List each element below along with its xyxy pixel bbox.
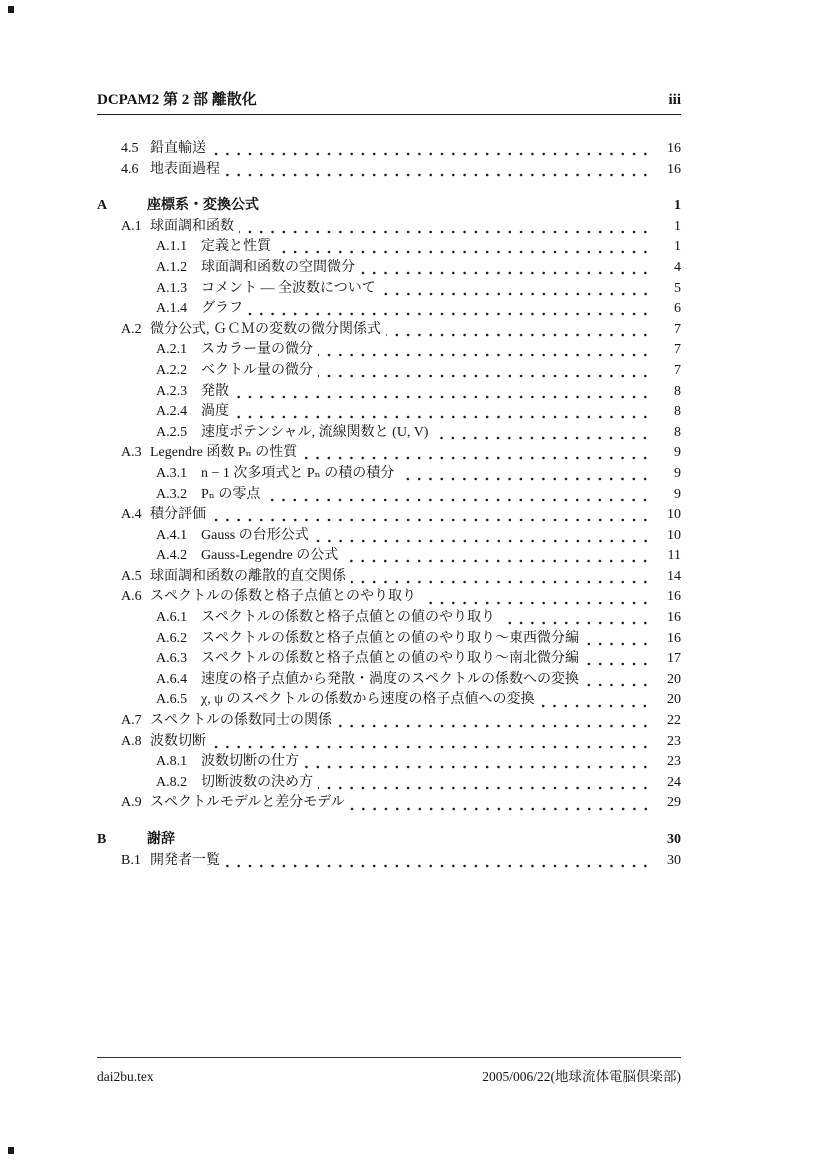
- toc-dot-leader: [264, 196, 651, 217]
- toc-group: [97, 139, 681, 180]
- toc-dot-leader: [343, 546, 651, 567]
- toc-entry-number: 4.5: [121, 141, 139, 156]
- toc-entry-title: Pₙ の零点: [201, 486, 261, 502]
- toc-entry-number: 4.6: [121, 161, 139, 177]
- toc-entry-page: 7: [674, 321, 681, 337]
- toc-dot-leader: [500, 608, 651, 629]
- toc-entry-a-8[interactable]: [97, 732, 681, 753]
- toc-entry-page: 22: [667, 713, 681, 729]
- toc-entry-title: 積分評価: [150, 507, 206, 523]
- toc-entry-a-4[interactable]: [97, 505, 681, 526]
- scan-artifact-top-left: [8, 6, 14, 13]
- toc-entry-a-6-1[interactable]: [97, 608, 681, 629]
- toc-entry-a[interactable]: [97, 196, 681, 217]
- toc-entry-page: 8: [674, 383, 681, 399]
- toc-entry-title: 球面調和函数の離散的直交関係: [150, 568, 346, 584]
- toc-entry-a-1-3[interactable]: [97, 279, 681, 300]
- toc-entry-a-1-1[interactable]: [97, 237, 681, 258]
- toc-entry-title: Gauss の台形公式: [201, 527, 309, 543]
- toc-entry-title: 波数切断の仕方: [201, 754, 299, 770]
- toc-entry-number: A.8: [121, 733, 142, 749]
- toc-entry-page: 14: [667, 568, 681, 584]
- toc-entry-title: 切断波数の決め方: [201, 774, 313, 790]
- toc-entry-number: A.6.5: [156, 692, 188, 708]
- footer-date-organization: 2005/006/22(地球流体電脳倶楽部): [482, 1069, 681, 1084]
- toc-entry-number: A.6.3: [156, 651, 188, 667]
- toc-entry-number: A.8.2: [156, 774, 188, 790]
- toc-entry-page: 10: [667, 507, 681, 523]
- toc-entry-title: Gauss-Legendre の公式: [201, 548, 339, 564]
- toc-entry-page: 7: [674, 342, 681, 358]
- toc-dot-leader: [211, 139, 651, 160]
- toc-entry-title: スペクトルの係数と格子点値との値のやり取り: [201, 610, 495, 626]
- toc-entry-a-6-3[interactable]: [97, 649, 681, 670]
- toc-entry-a-6-4[interactable]: [97, 670, 681, 691]
- toc-entry-a-1[interactable]: [97, 217, 681, 238]
- toc-entry-a-2-1[interactable]: [97, 340, 681, 361]
- toc-dot-leader: [351, 567, 651, 588]
- toc-entry-page: 16: [667, 630, 681, 646]
- toc-entry-page: 1: [674, 198, 681, 214]
- toc-entry-a-2-2[interactable]: [97, 361, 681, 382]
- toc-entry-title: ベクトル量の微分: [201, 362, 313, 378]
- toc-entry-number: B.1: [121, 852, 141, 868]
- toc-entry-title: 速度ポテンシャル, 流線関数と (U, V): [201, 424, 429, 440]
- toc-entry-title: 地表面過程: [150, 161, 220, 177]
- toc-entry-page: 20: [667, 692, 681, 708]
- toc-dot-leader: [265, 485, 651, 506]
- toc-entry-page: 6: [674, 301, 681, 317]
- toc-entry-number: A.6.2: [156, 630, 188, 646]
- toc-entry-number: B: [97, 832, 107, 847]
- toc-entry-number: A.8.1: [156, 754, 188, 770]
- toc-entry-number: A.2.2: [156, 362, 188, 378]
- page-number: iii: [668, 92, 681, 108]
- toc-entry-page: 16: [667, 141, 681, 156]
- toc-entry-b-1[interactable]: [97, 851, 681, 872]
- toc-entry-a-4-2[interactable]: [97, 546, 681, 567]
- toc-dot-leader: [225, 160, 651, 181]
- toc-entry-a-5[interactable]: [97, 567, 681, 588]
- toc-entry-number: A.2.3: [156, 383, 188, 399]
- toc-entry-number: A.4.1: [156, 527, 188, 543]
- toc-entry-a-6[interactable]: [97, 587, 681, 608]
- toc-entry-a-4-1[interactable]: [97, 526, 681, 547]
- toc-dot-leader: [360, 258, 651, 279]
- toc-entry-a-1-4[interactable]: [97, 299, 681, 320]
- toc-entry-page: 24: [667, 774, 681, 790]
- toc-dot-leader: [386, 320, 651, 341]
- toc-entry-page: 9: [674, 445, 681, 461]
- running-footer: [97, 1057, 681, 1085]
- toc-entry-a-6-5[interactable]: [97, 690, 681, 711]
- toc-entry-a-8-2[interactable]: [97, 773, 681, 794]
- toc-dot-leader: [248, 299, 651, 320]
- toc-entry-page: 8: [674, 424, 681, 440]
- toc-entry-title: コメント — 全波数について: [201, 280, 376, 296]
- toc-entry-title: 球面調和函数の空間微分: [201, 259, 355, 275]
- toc-entry-page: 29: [667, 795, 681, 811]
- toc-entry-number: A.6: [121, 589, 142, 605]
- toc-dot-leader: [234, 382, 651, 403]
- toc-entry-page: 16: [667, 610, 681, 626]
- toc-entry-number: A.1: [121, 218, 142, 234]
- toc-entry-page: 9: [674, 486, 681, 502]
- toc-entry-number: A.3: [121, 445, 142, 461]
- toc-entry-number: A.1.2: [156, 259, 188, 275]
- toc-entry-page: 16: [667, 589, 681, 605]
- toc-entry-title: スペクトルの係数と格子点値とのやり取り: [150, 589, 416, 605]
- toc-entry-page: 7: [674, 362, 681, 378]
- toc-entry-b[interactable]: [97, 830, 681, 851]
- toc-dot-leader: [381, 279, 651, 300]
- toc-entry-page: 30: [667, 852, 681, 868]
- toc-entry-4-5[interactable]: [97, 139, 681, 160]
- toc-dot-leader: [421, 587, 651, 608]
- toc-entry-title: 球面調和函数: [150, 218, 234, 234]
- toc-entry-number: A.3.1: [156, 465, 188, 481]
- toc-entry-title: n − 1 次多項式と Pₙ の積の積分: [201, 465, 395, 481]
- toc-entry-number: A.5: [121, 568, 142, 584]
- toc-dot-leader: [584, 670, 651, 691]
- toc-entry-page: 20: [667, 671, 681, 687]
- toc-dot-leader: [239, 217, 651, 238]
- toc-entry-a-7[interactable]: [97, 711, 681, 732]
- toc-entry-number: A.7: [121, 713, 142, 729]
- toc-entry-number: A.2: [121, 321, 142, 337]
- toc-dot-leader: [318, 361, 651, 382]
- toc-entry-a-3[interactable]: [97, 443, 681, 464]
- toc-dot-leader: [350, 793, 651, 814]
- toc-entry-title: スペクトルの係数と格子点値との値のやり取り〜南北微分編: [201, 651, 579, 667]
- toc-entry-number: A.6.4: [156, 671, 188, 687]
- toc-dot-leader: [584, 649, 651, 670]
- toc-entry-number: A.6.1: [156, 610, 188, 626]
- toc-entry-page: 5: [674, 280, 681, 296]
- toc-dot-leader: [234, 402, 651, 423]
- toc-entry-title: 謝辞: [147, 832, 175, 847]
- toc-entry-title: 鉛直輸送: [150, 141, 206, 156]
- toc-entry-number: A: [97, 198, 108, 214]
- toc-entry-page: 4: [674, 259, 681, 275]
- toc-entry-title: スペクトルの係数同士の関係: [150, 713, 332, 729]
- toc-dot-leader: [314, 526, 651, 547]
- toc-entry-a-9[interactable]: [97, 793, 681, 814]
- toc-dot-leader: [302, 443, 651, 464]
- toc-entry-title: スカラー量の微分: [201, 342, 313, 358]
- scan-artifact-bottom-left: [8, 1147, 14, 1154]
- toc: [97, 139, 681, 871]
- toc-entry-number: A.2.5: [156, 424, 188, 440]
- toc-entry-title: 微分公式, ＧＣＭの変数の微分関係式: [150, 321, 381, 337]
- toc-entry-page: 1: [674, 239, 681, 255]
- toc-entry-a-3-2[interactable]: [97, 485, 681, 506]
- toc-dot-leader: [211, 505, 651, 526]
- toc-entry-number: A.1.1: [156, 239, 188, 255]
- toc-entry-title: グラフ: [201, 301, 243, 317]
- toc-dot-leader: [211, 732, 651, 753]
- toc-entry-a-6-2[interactable]: [97, 629, 681, 650]
- toc-group: [97, 196, 681, 814]
- running-header-title: DCPAM2 第 2 部 離散化: [97, 92, 257, 108]
- toc-dot-leader: [584, 629, 651, 650]
- toc-entry-page: 11: [667, 548, 681, 564]
- footer-filename: dai2bu.tex: [97, 1069, 154, 1084]
- toc-entry-page: 1: [674, 218, 681, 234]
- toc-entry-page: 9: [674, 465, 681, 481]
- toc-entry-page: 23: [667, 733, 681, 749]
- toc-dot-leader: [276, 237, 651, 258]
- toc-entry-page: 30: [667, 832, 681, 847]
- toc-entry-title: Legendre 函数 Pₙ の性質: [150, 445, 298, 461]
- toc-entry-number: A.2.4: [156, 404, 188, 420]
- toc-group: [97, 830, 681, 871]
- toc-entry-number: A.1.4: [156, 301, 188, 317]
- toc-entry-a-2-5[interactable]: [97, 423, 681, 444]
- toc-entry-page: 17: [667, 651, 681, 667]
- toc-entry-a-3-1[interactable]: [97, 464, 681, 485]
- toc-dot-leader: [304, 752, 651, 773]
- toc-entry-a-8-1[interactable]: [97, 752, 681, 773]
- toc-entry-a-2-3[interactable]: [97, 382, 681, 403]
- toc-entry-number: A.2.1: [156, 342, 188, 358]
- toc-entry-title: 開発者一覧: [150, 852, 220, 868]
- toc-dot-leader: [318, 340, 651, 361]
- toc-entry-a-2-4[interactable]: [97, 402, 681, 423]
- toc-dot-leader: [399, 464, 651, 485]
- toc-entry-title: 渦度: [201, 404, 229, 420]
- toc-entry-title: χ, ψ のスペクトルの係数から速度の格子点値への変換: [201, 692, 535, 708]
- toc-entry-number: A.9: [121, 795, 142, 811]
- toc-entry-number: A.3.2: [156, 486, 188, 502]
- toc-entry-page: 10: [667, 527, 681, 543]
- toc-entry-title: スペクトルの係数と格子点値との値のやり取り〜東西微分編: [201, 630, 579, 646]
- toc-entry-title: スペクトルモデルと差分モデル: [150, 795, 345, 811]
- toc-entry-title: 定義と性質: [201, 239, 271, 255]
- toc-entry-number: A.1.3: [156, 280, 188, 296]
- toc-dot-leader: [180, 830, 651, 851]
- toc-dot-leader: [433, 423, 651, 444]
- toc-entry-title: 波数切断: [150, 733, 206, 749]
- toc-entry-a-2[interactable]: [97, 320, 681, 341]
- toc-dot-leader: [337, 711, 651, 732]
- toc-dot-leader: [318, 773, 651, 794]
- toc-entry-title: 速度の格子点値から発散・渦度のスペクトルの係数への変換: [201, 671, 579, 687]
- toc-entry-title: 発散: [201, 383, 229, 399]
- toc-entry-page: 23: [667, 754, 681, 770]
- toc-entry-number: A.4.2: [156, 548, 188, 564]
- toc-entry-page: 16: [667, 161, 681, 177]
- toc-entry-title: 座標系・変換公式: [147, 198, 259, 214]
- toc-dot-leader: [225, 851, 651, 872]
- running-header: [97, 88, 681, 115]
- toc-dot-leader: [539, 690, 651, 711]
- toc-entry-number: A.4: [121, 507, 142, 523]
- toc-entry-page: 8: [674, 404, 681, 420]
- toc-entry-4-6[interactable]: [97, 160, 681, 181]
- toc-entry-a-1-2[interactable]: [97, 258, 681, 279]
